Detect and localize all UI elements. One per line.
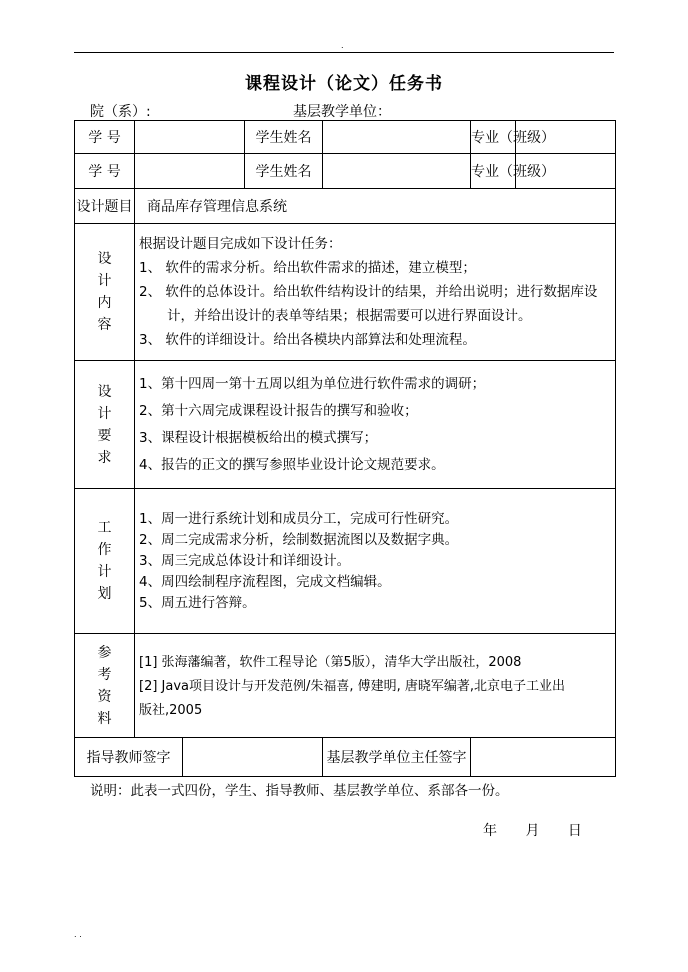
topic-row	[75, 189, 616, 224]
student-id-field[interactable]	[135, 121, 245, 154]
design-content-text: 根据设计题目完成如下设计任务： 1、 软件的需求分析。给出软件需求的描述，建立模型； 2、 软件的总体设计。给出软件结构设计的结果，并给出说明；进行数据库设 计，并给出设计的表单等结果；根据需要可以进行界面设计。 3、 软件的详细设计。给出各模块内部算法和处理流程。	[135, 224, 616, 361]
major-class-label: 专业（班级）	[471, 154, 516, 189]
student-row-2	[75, 154, 616, 189]
dept-label: 院（系）:	[90, 104, 151, 120]
unit-label: 基层教学单位：	[293, 104, 391, 120]
student-id-field[interactable]	[135, 154, 245, 189]
header-rule	[74, 52, 614, 53]
references-row	[75, 634, 616, 738]
work-plan-row	[75, 489, 616, 634]
date-day-label: 日	[567, 823, 582, 839]
design-content-row	[75, 224, 616, 361]
design-requirements-label: 设 计 要 求	[75, 361, 135, 489]
date-month-label: 月	[525, 823, 540, 839]
topic-value: 商品库存管理信息系统	[135, 189, 616, 224]
student-name-label: 学生姓名	[245, 154, 323, 189]
task-form-table	[74, 120, 616, 777]
references-text: [1] 张海藩编著，软件工程导论（第5版），清华大学出版社，2008 [2] Java项目设计与开发范例/朱福喜, 傅建明, 唐晓军编著,北京电子工业出 版社,2005	[135, 634, 616, 738]
unit-head-signature-label: 基层教学单位主任签字	[323, 738, 471, 777]
design-requirements-row	[75, 361, 616, 489]
bottom-mark: . .	[74, 930, 82, 939]
topic-label: 设计题目	[75, 189, 135, 224]
work-plan-label: 工 作 计 划	[75, 489, 135, 634]
page-title: 课程设计（论文）任务书	[245, 74, 443, 94]
unit-head-signature-field[interactable]	[471, 738, 616, 777]
top-mark: .	[341, 41, 344, 50]
date-line	[483, 820, 596, 840]
references-label: 参 考 资 料	[75, 634, 135, 738]
student-id-label: 学 号	[75, 121, 135, 154]
design-requirements-text: 1、第十四周一第十五周以组为单位进行软件需求的调研； 2、第十六周完成课程设计报告的撰写和验收； 3、课程设计根据模板给出的模式撰写； 4、报告的正文的撰写参照毕业设计论文规范要求。	[135, 361, 616, 489]
design-content-label: 设 计 内 容	[75, 224, 135, 361]
advisor-signature-label: 指导教师签字	[75, 738, 183, 777]
footnote: 说明：此表一式四份，学生、指导教师、基层教学单位、系部各一份。	[90, 783, 509, 799]
signature-row	[75, 738, 616, 777]
work-plan-text: 1、周一进行系统计划和成员分工，完成可行性研究。 2、周二完成需求分析，绘制数据流图以及数据字典。 3、周三完成总体设计和详细设计。 4、周四绘制程序流程图，完成文档编辑。 5、周五进行答辩。	[135, 489, 616, 634]
student-row-1	[75, 121, 616, 154]
student-name-field[interactable]	[323, 121, 471, 154]
student-id-label: 学 号	[75, 154, 135, 189]
major-class-label: 专业（班级）	[471, 121, 516, 154]
date-year-label: 年	[483, 823, 497, 839]
student-name-label: 学生姓名	[245, 121, 323, 154]
advisor-signature-field[interactable]	[183, 738, 323, 777]
student-name-field[interactable]	[323, 154, 471, 189]
